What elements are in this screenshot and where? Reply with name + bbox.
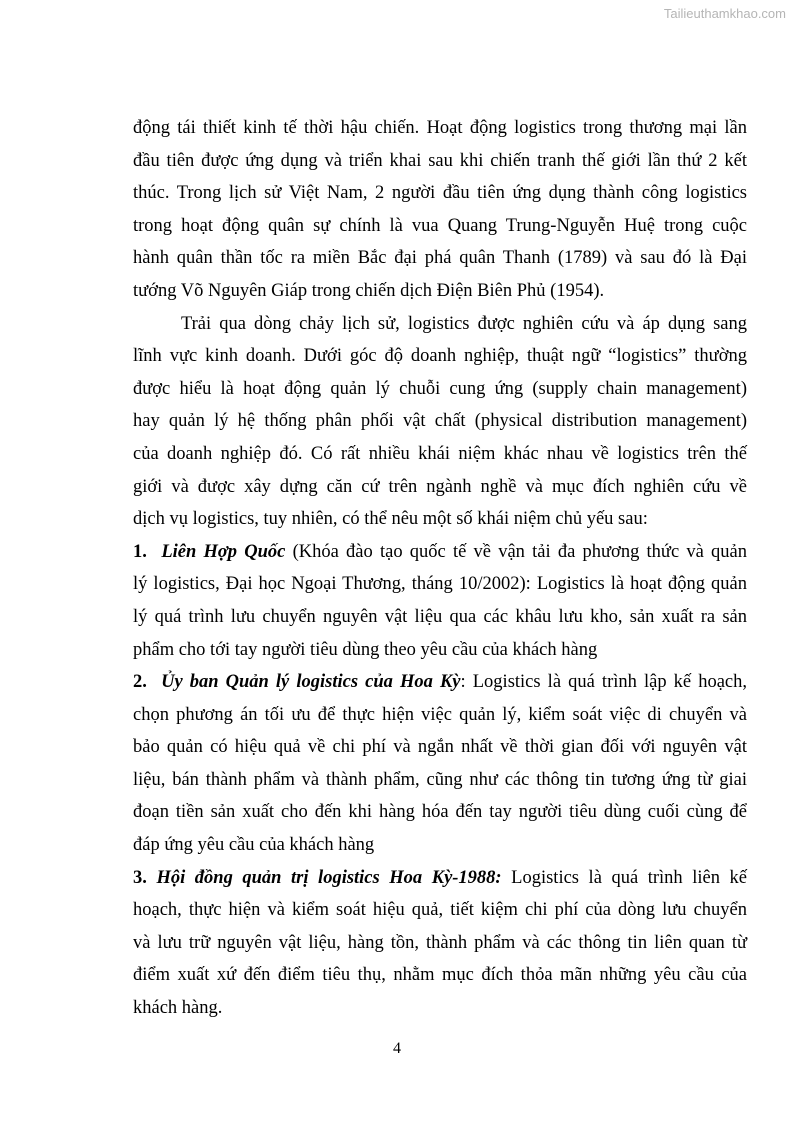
text-line: tướng Võ Nguyên Giáp trong chiến dịch Điện Biên Phủ (1954). xyxy=(133,280,605,301)
text-line: phẩm cho tới tay người tiêu dùng theo yêu cầu của khách hàng xyxy=(133,639,598,660)
definition-un xyxy=(133,536,747,666)
definition-heading-line xyxy=(133,666,747,699)
definition-number: 1. xyxy=(133,541,147,562)
text-line: Trải qua dòng chảy lịch sử, logistics được nghiên cứu và áp dụng sang xyxy=(181,313,747,334)
text-line: hành quân thần tốc ra miền Bắc đại phá quân Thanh (1789) và sau đó là Đại xyxy=(133,248,747,269)
text-line: hay quản lý hệ thống phân phối vật chất (physical distribution management) xyxy=(133,411,747,432)
text-line: khách hàng. xyxy=(133,998,223,1019)
text-line: dịch vụ logistics, tuy nhiên, có thể nêu một số khái niệm chủ yếu sau: xyxy=(133,509,648,530)
definition-title: Liên Hợp Quốc xyxy=(161,541,286,562)
text-line: đoạn tiền sản xuất cho đến khi hàng hóa đến tay người tiêu dùng cuối cùng để xyxy=(133,802,747,823)
text-line: lĩnh vực kinh doanh. Dưới góc độ doanh nghiệp, thuật ngữ “logistics” thường xyxy=(133,346,747,367)
definition-title: Ủy ban Quản lý logistics của Hoa Kỳ xyxy=(161,672,461,693)
definition-us-council xyxy=(133,862,747,1025)
text-line: lý quá trình lưu chuyển nguyên vật liệu qua các khâu lưu kho, sản xuất ra sản xyxy=(133,606,747,627)
text-line: thúc. Trong lịch sử Việt Nam, 2 người đầu tiên ứng dụng thành công logistics xyxy=(133,183,747,204)
definition-text: (Khóa đào tạo quốc tế về vận tải đa phương thức và quản xyxy=(292,541,748,562)
text-line: của doanh nghiệp đó. Có rất nhiều khái niệm khác nhau về logistics trên thế xyxy=(133,443,747,464)
definition-number: 3. xyxy=(133,867,147,888)
text-line: giới và được xây dựng căn cứ trên ngành nghề và mục đích nghiên cứu về xyxy=(133,476,747,497)
text-line: bảo quản có hiệu quả về chi phí và ngắn nhất về thời gian đối với nguyên vật xyxy=(133,737,747,758)
definition-number: 2. xyxy=(133,672,147,693)
text-line: liệu, bán thành phẩm và thành phẩm, cũng như các thông tin tương ứng từ giai xyxy=(133,769,747,790)
document-body xyxy=(133,112,747,1025)
page-number: 4 xyxy=(393,1040,401,1057)
definition-title: Hội đồng quản trị logistics Hoa Kỳ-1988: xyxy=(156,867,502,888)
text-line: động tái thiết kinh tế thời hậu chiến. Hoạt động logistics trong thương mại lần xyxy=(133,118,747,138)
paragraph-business xyxy=(133,308,747,536)
text-line: trong hoạt động quân sự chính là vua Quang Trung-Nguyễn Huệ trong cuộc xyxy=(133,215,747,236)
definition-us-committee xyxy=(133,666,747,862)
watermark: Tailieuthamkhao.com xyxy=(663,6,786,21)
text-line: đáp ứng yêu cầu của khách hàng xyxy=(133,835,375,856)
text-line: được hiểu là hoạt động quản lý chuỗi cung ứng (supply chain management) xyxy=(133,378,747,399)
text-line: hoạch, thực hiện và kiểm soát hiệu quả, tiết kiệm chi phí của dòng lưu chuyển xyxy=(133,900,747,921)
definition-text: : Logistics là quá trình lập kế hoạch, xyxy=(460,672,748,693)
text-line: điểm xuất xứ đến điểm tiêu thụ, nhằm mục đích thỏa mãn những yêu cầu của xyxy=(133,965,747,986)
definition-text: Logistics là quá trình liên kế xyxy=(511,867,748,888)
text-line: chọn phương án tối ưu để thực hiện việc quản lý, kiểm soát việc di chuyển và xyxy=(133,704,747,725)
paragraph-history xyxy=(133,112,747,308)
definition-heading-line xyxy=(133,536,747,569)
definition-heading-line xyxy=(133,862,747,895)
text-line: lý logistics, Đại học Ngoại Thương, tháng 10/2002): Logistics là hoạt động quản xyxy=(133,574,747,595)
text-line: đầu tiên được ứng dụng và triển khai sau khi chiến tranh thế giới lần thứ 2 kết xyxy=(133,150,747,171)
text-line: và lưu trữ nguyên vật liệu, hàng tồn, thành phẩm và các thông tin liên quan từ xyxy=(133,932,747,953)
